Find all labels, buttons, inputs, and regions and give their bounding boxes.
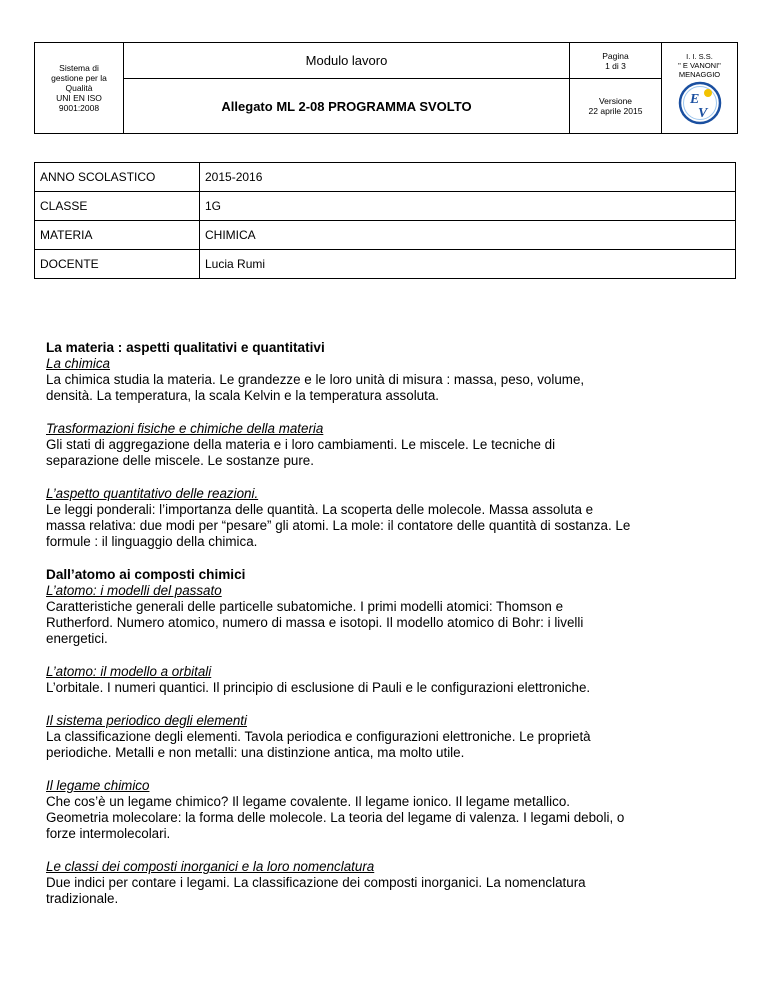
topic-line: L’orbitale. I numeri quantici. Il principio di esclusione di Pauli e le configurazioni elettroniche. <box>46 680 591 695</box>
topic-line: La classificazione degli elementi. Tavola periodica e configurazioni elettroniche. Le proprietà <box>46 729 591 744</box>
page-number-cell <box>570 43 662 79</box>
info-row <box>35 163 736 192</box>
info-value: CHIMICA <box>200 221 736 250</box>
topic-heading: Il sistema periodico degli elementi <box>46 713 247 728</box>
school-name-line: MENAGGIO <box>678 69 721 79</box>
logo-letter-e: E <box>689 91 699 107</box>
module-title: Modulo lavoro <box>124 43 570 79</box>
info-row <box>35 192 736 221</box>
info-label: DOCENTE <box>35 250 200 279</box>
quality-system-line: 9001:2008 <box>58 103 100 113</box>
page-label: Pagina <box>602 50 629 61</box>
topic-line: energetici. <box>46 631 108 646</box>
quality-system-line: Sistema di <box>59 63 99 73</box>
sun-icon <box>704 89 712 97</box>
document-header <box>34 42 738 134</box>
topic-line: densità. La temperatura, la scala Kelvin e la temperatura assoluta. <box>46 388 440 403</box>
version-cell <box>570 79 662 134</box>
page-value: 1 di 3 <box>605 60 626 71</box>
school-name-line: I. I. S.S. <box>686 51 713 61</box>
school-logo <box>678 81 722 125</box>
quality-system-line: gestione per la <box>51 73 107 83</box>
school-name-line: " E VANONI" <box>678 60 721 70</box>
quality-system-line: Qualità <box>65 83 93 93</box>
info-label: CLASSE <box>35 192 200 221</box>
info-row <box>35 221 736 250</box>
topic-heading: Il legame chimico <box>46 778 150 793</box>
topic-heading: L’atomo: i modelli del passato <box>46 583 222 598</box>
info-label: MATERIA <box>35 221 200 250</box>
topic-heading: L’atomo: il modello a orbitali <box>46 664 212 679</box>
logo-letter-v: V <box>697 105 707 121</box>
topic-line: Gli stati di aggregazione della materia e i loro cambiamenti. Le miscele. Le tecniche di <box>46 437 556 452</box>
topic-line: separazione delle miscele. Le sostanze pure. <box>46 453 314 468</box>
info-value: 2015-2016 <box>200 163 736 192</box>
version-value: 22 aprile 2015 <box>588 106 643 116</box>
topic-heading: Trasformazioni fisiche e chimiche della materia <box>46 421 324 436</box>
course-info-table <box>34 162 736 279</box>
info-value: Lucia Rumi <box>200 250 736 279</box>
section-title: La materia : aspetti qualitativi e quantitativi <box>46 340 325 355</box>
topic-line: Rutherford. Numero atomico, numero di massa e isotopi. Il modello atomico di Bohr: i livelli <box>46 615 584 630</box>
topic-line: Le leggi ponderali: l’importanza delle quantità. La scoperta delle molecole. Massa assoluta e <box>46 502 594 517</box>
version-label: Versione <box>598 96 633 106</box>
info-value: 1G <box>200 192 736 221</box>
topic-line: formule : il linguaggio della chimica. <box>46 534 258 549</box>
topic-line: periodiche. Metalli e non metalli: una distinzione antica, ma molto utile. <box>46 745 465 760</box>
school-logo-cell <box>662 43 738 134</box>
topic-heading: Le classi dei composti inorganici e la loro nomenclatura <box>46 859 375 874</box>
topic-line: Caratteristiche generali delle particelle subatomiche. I primi modelli atomici: Thomson e <box>46 599 564 614</box>
topic-line: tradizionale. <box>46 891 119 906</box>
section-title: Dall’atomo ai composti chimici <box>46 567 246 582</box>
topic-heading: L’aspetto quantitativo delle reazioni. <box>46 486 259 501</box>
topic-line: Due indici per contare i legami. La classificazione dei composti inorganici. La nomenclatura <box>46 875 586 890</box>
topic-line: La chimica studia la materia. Le grandezze e le loro unità di misura : massa, peso, volume, <box>46 372 585 387</box>
info-row <box>35 250 736 279</box>
topic-line: forze intermolecolari. <box>46 826 171 841</box>
topic-line: massa relativa: due modi per “pesare” gli atomi. La mole: il contatore delle quantità di sostanza. Le <box>46 518 631 533</box>
quality-system-cell <box>35 43 124 134</box>
quality-system-line: UNI EN ISO <box>56 93 102 103</box>
info-label: ANNO SCOLASTICO <box>35 163 200 192</box>
topic-line: Geometria molecolare: la forma delle molecole. La teoria del legame di valenza. I legami deboli, o <box>46 810 625 825</box>
annex-title: Allegato ML 2-08 PROGRAMMA SVOLTO <box>124 79 570 134</box>
topic-heading: La chimica <box>46 356 111 371</box>
program-content <box>46 340 726 907</box>
topic-line: Che cos’è un legame chimico? Il legame covalente. Il legame ionico. Il legame metallico. <box>46 794 570 809</box>
